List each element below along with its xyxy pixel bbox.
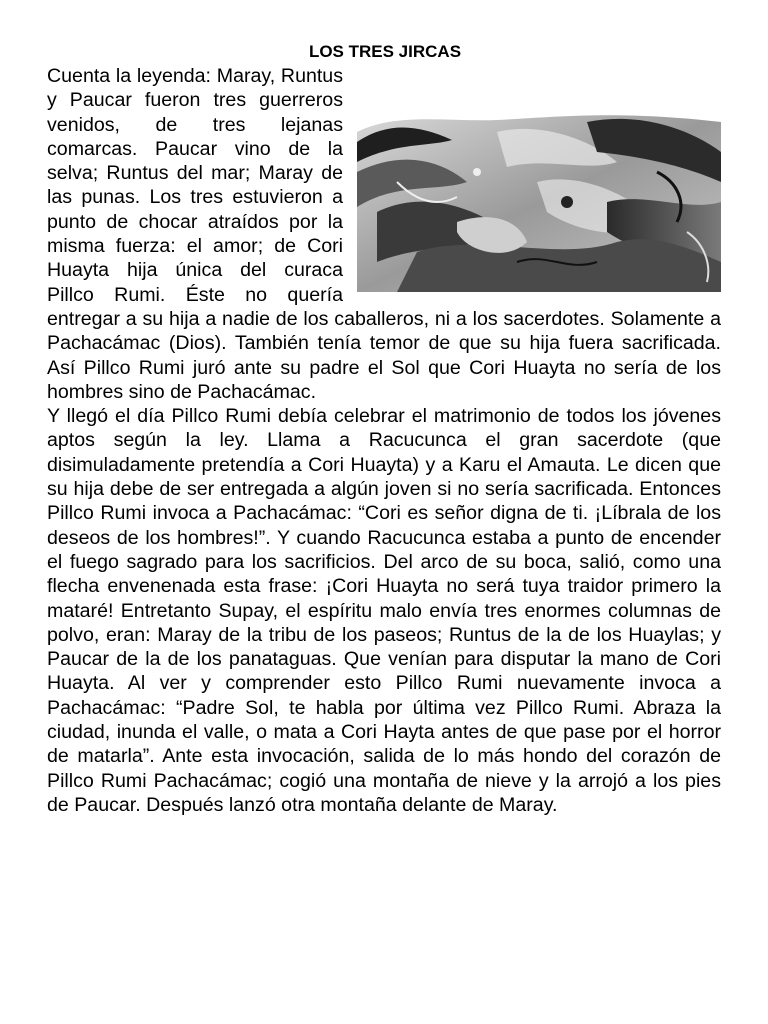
document-title: LOS TRES JIRCAS	[308, 42, 462, 61]
paragraph-1: Cuenta la leyenda: Maray, Runtus y Paucar fueron tres guerreros venidos, de tres lejanas comarcas. Paucar vino de la selva; Runtus del mar; Maray de las punas. Los tres estuvieron a punto de chocar atraídos por la misma fuerza: el amor; de Cori Huayta hija única del curaca Pillco Rumi. Éste no quería entregar a su hija a nadie de los caballeros, ni a los sacerdotes. Solamente a Pachacámac (Dios). También tenía temor de que su hija fuera sacrificada. Así Pillco Rumi juró ante su padre el Sol que Cori Huayta no sería de los hombres sino de Pachacámac.	[47, 65, 721, 403]
document-page	[47, 40, 721, 1000]
paragraph-2: Y llegó el día Pillco Rumi debía celebrar el matrimonio de todos los jóvenes aptos según la ley. Llama a Racucunca el gran sacerdote (que disimuladamente pretendía a Cori Huayta) y a Karu el Amauta. Le dicen que su hija debe de ser entregada a algún joven si no sería sacrificada. Entonces Pillco Rumi invoca a Pachacámac: “Cori es señor digna de ti. ¡Líbrala de los deseos de los hombres!”. Y cuando Racucunca estaba a punto de encender el fuego sagrado para los sacrificios. Del arco de su boca, salió, como una flecha envenenada esta frase: ¡Cori Huayta no será tuya traidor primero la mataré! Entretanto Supay, el espíritu malo envía tres enormes columnas de polvo, eran: Maray de la tribu de los paseos; Runtus de la de los Huaylas; y Paucar de la de los panataguas. Que venían para disputar la mano de Cori Huayta. Al ver y comprender esto Pillco Rumi nuevamente invoca a Pachacámac: “Padre Sol, te habla por última vez Pillco Rumi. Abraza la ciudad, inunda el valle, o mata a Cori Hayta antes de que pase por el horror de matarla”. Ante esta invocación, salida de lo más hondo del corazón de Pillco Rumi Pachacámac; cogió una montaña de nieve y la arrojó a los pies de Paucar. Después lanzó otra montaña delante de Maray.	[47, 405, 721, 816]
grayscale-illustration-image	[357, 112, 721, 292]
illustration-figure	[357, 64, 721, 292]
document-body	[47, 64, 721, 817]
